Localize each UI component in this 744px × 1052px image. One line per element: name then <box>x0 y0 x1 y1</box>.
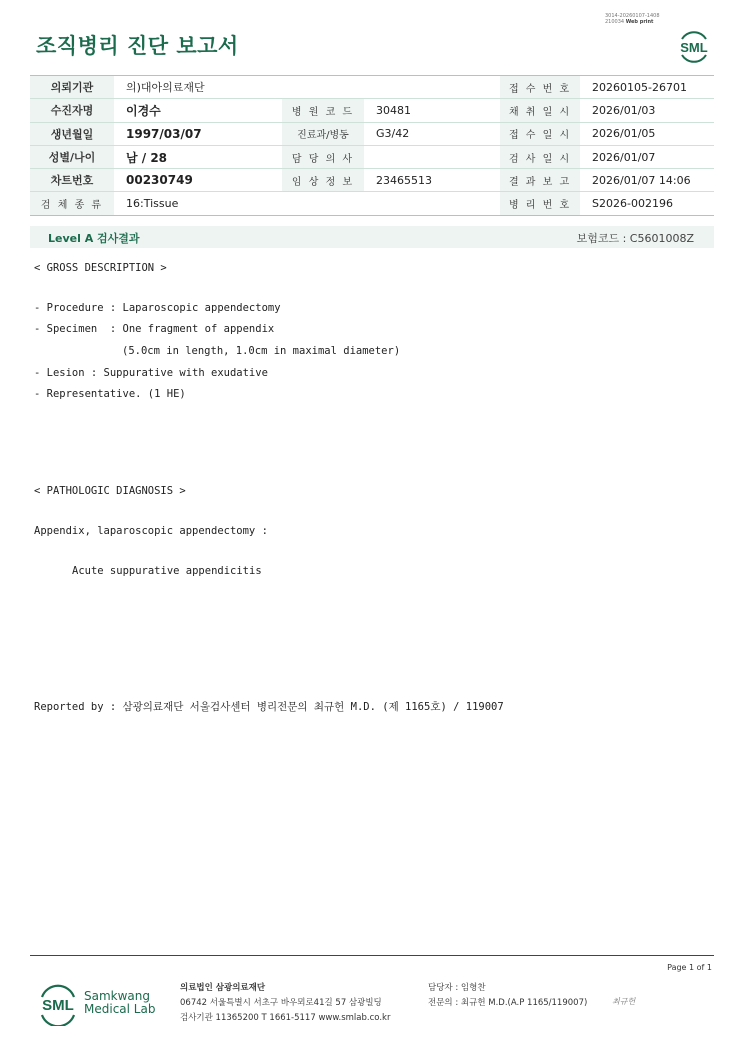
gross-lesion: - Lesion : Suppurative with exudative <box>34 367 268 379</box>
table-row <box>30 99 714 122</box>
receipt-no-value: 20260105-26701 <box>580 76 714 99</box>
insurance-code: 보험코드 : C5601008Z <box>576 232 694 245</box>
sml-footer-logo-text: SML <box>42 997 74 1014</box>
patient-label: 수진자명 <box>30 99 114 122</box>
hospital-code-value: 30481 <box>364 99 500 122</box>
patient-value: 이경수 <box>114 99 282 122</box>
birth-value: 1997/03/07 <box>114 122 282 145</box>
person-in-charge: 담당자 : 임형찬 <box>428 983 486 993</box>
table-row <box>30 145 714 168</box>
sex-age-label: 성별/나이 <box>30 145 114 168</box>
collection-date-label: 채 취 일 시 <box>500 99 580 122</box>
result-level-bar <box>30 226 714 248</box>
exam-date-value: 2026/01/07 <box>580 145 714 168</box>
org-name: 의료법인 삼광의료재단 <box>180 983 266 993</box>
dept-label: 진료과/병동 <box>282 122 364 145</box>
exam-date-label: 검 사 일 시 <box>500 145 580 168</box>
footer-divider <box>30 955 714 956</box>
pathology-no-value: S2026-002196 <box>580 192 714 215</box>
clinical-value: 23465513 <box>364 169 500 192</box>
gross-specimen-detail: (5.0cm in length, 1.0cm in maximal diameter) <box>122 345 401 357</box>
doctor-label: 담 당 의 사 <box>282 145 364 168</box>
report-date-label: 결 과 보 고 <box>500 169 580 192</box>
print-id <box>605 13 660 25</box>
table-row <box>30 122 714 145</box>
report-date-value: 2026/01/07 14:06 <box>580 169 714 192</box>
table-row <box>30 169 714 192</box>
diagnosis-site: Appendix, laparoscopic appendectomy : <box>34 525 268 537</box>
birth-label: 생년월일 <box>30 122 114 145</box>
print-label: Web print <box>625 19 654 25</box>
gross-heading: < GROSS DESCRIPTION > <box>34 262 167 274</box>
sml-logo-icon <box>674 26 714 64</box>
requester-value: 의)대아의료재단 <box>114 76 500 99</box>
doctor-value <box>364 145 500 168</box>
responsible-persons <box>428 981 587 1011</box>
specimen-type-value: 16:Tissue <box>114 192 500 215</box>
brand-line1: Samkwang <box>84 989 150 1003</box>
table-row <box>30 192 714 215</box>
sex-age-value: 남 / 28 <box>114 145 282 168</box>
specimen-type-label: 검 체 종 류 <box>30 192 114 215</box>
gross-representative: - Representative. (1 HE) <box>34 388 186 400</box>
dept-value: G3/42 <box>364 122 500 145</box>
reported-by: Reported by : 삼광의료재단 서울검사센터 병리전문의 최규헌 M.D. (제 1165호) / 119007 <box>34 701 504 713</box>
diagnosis-heading: < PATHOLOGIC DIAGNOSIS > <box>34 485 186 497</box>
organization-info <box>180 981 390 1026</box>
signature: 최규헌 <box>612 997 636 1006</box>
hospital-code-label: 병 원 코 드 <box>282 99 364 122</box>
pathology-no-label: 병 리 번 호 <box>500 192 580 215</box>
report-title: 조직병리 진단 보고서 <box>36 34 239 58</box>
gross-specimen: - Specimen : One fragment of appendix <box>34 323 275 335</box>
specialist: 전문의 : 최규헌 M.D.(A.P 1165/119007) <box>428 998 588 1008</box>
requester-label: 의뢰기관 <box>30 76 114 99</box>
chart-value: 00230749 <box>114 169 282 192</box>
sml-footer-logo-icon <box>36 982 80 1026</box>
receipt-date-value: 2026/01/05 <box>580 122 714 145</box>
receipt-date-label: 접 수 일 시 <box>500 122 580 145</box>
collection-date-value: 2026/01/03 <box>580 99 714 122</box>
org-contact: 검사기관 11365200 T 1661-5117 www.smlab.co.kr <box>180 1013 391 1023</box>
chart-label: 차트번호 <box>30 169 114 192</box>
result-level-label: Level A 검사결과 <box>48 232 140 245</box>
patient-info-table <box>30 75 714 216</box>
print-id-line2: 210034 <box>605 19 625 25</box>
table-row <box>30 76 714 99</box>
clinical-label: 임 상 정 보 <box>282 169 364 192</box>
brand-name <box>84 990 155 1016</box>
gross-procedure: - Procedure : Laparoscopic appendectomy <box>34 302 281 314</box>
sml-logo-text: SML <box>680 40 708 55</box>
brand-line2: Medical Lab <box>84 1002 156 1016</box>
print-id-line1: 3014-20260107-1408 <box>605 13 660 19</box>
receipt-no-label: 접 수 번 호 <box>500 76 580 99</box>
diagnosis-text: Acute suppurative appendicitis <box>72 565 262 577</box>
page-number: Page 1 of 1 <box>667 963 712 972</box>
org-address: 06742 서울특별시 서초구 바우뫼로41길 57 삼광빌딩 <box>180 998 382 1008</box>
